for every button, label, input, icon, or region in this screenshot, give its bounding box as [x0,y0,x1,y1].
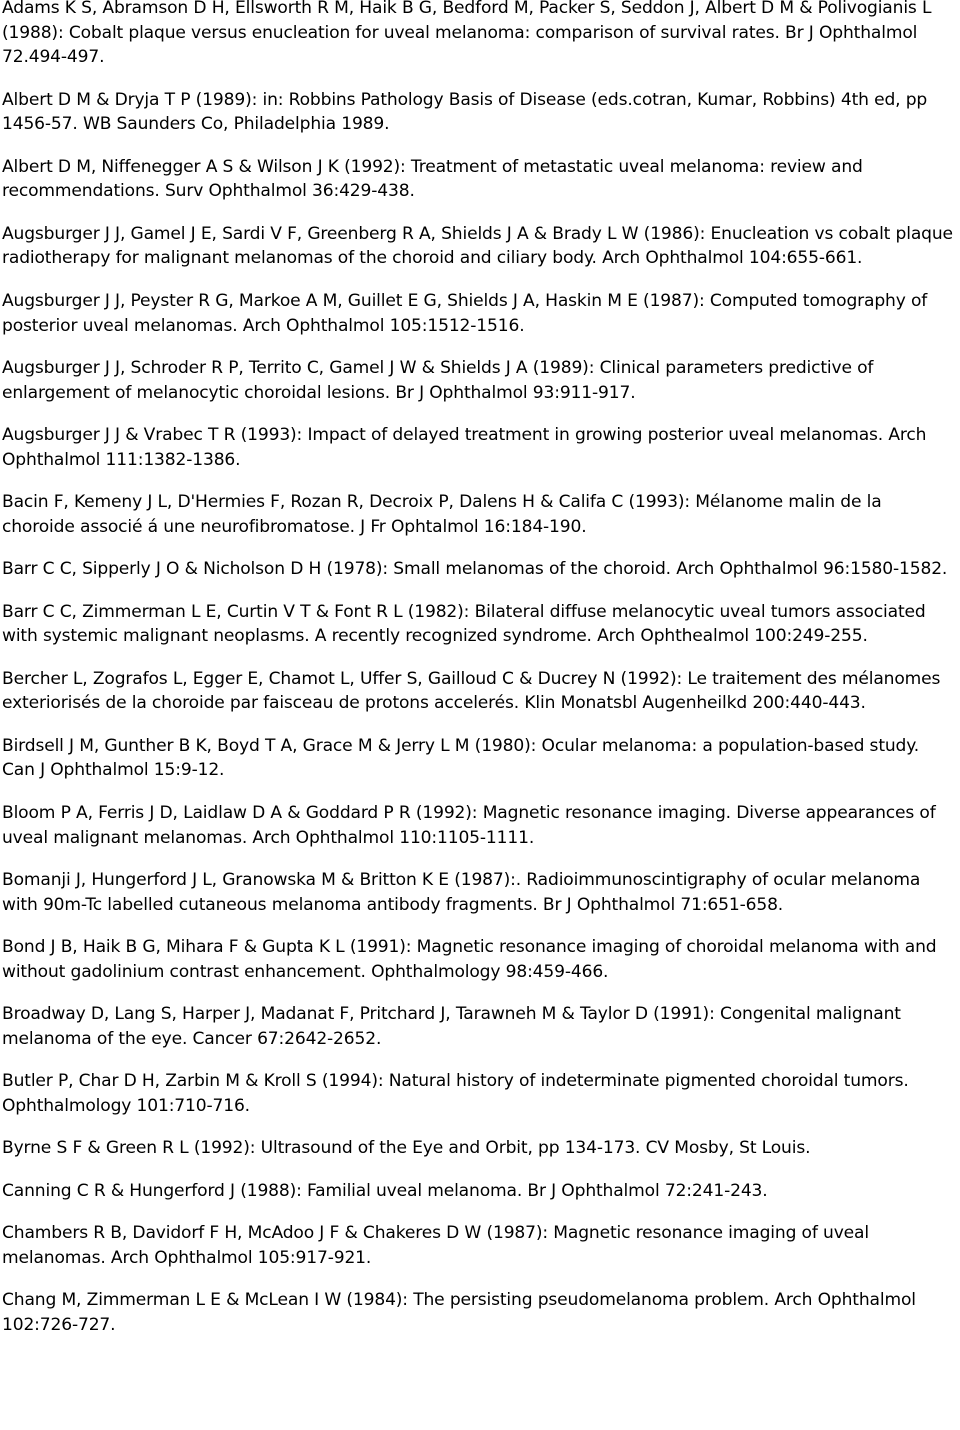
reference-entry-bercher-1992: Bercher L, Zografos L, Egger E, Chamot L, Uffer S, Gailloud C & Ducrey N (1992): Le traitement des mélanomes exteriorisés de la choroide par faisceau de protons accelerés. Klin Monatsbl Augenheilkd 200:440-443. [2,668,941,714]
reference-entry-barr-sipperly-1978: Barr C C, Sipperly J O & Nicholson D H (1978): Small melanomas of the choroid. Arch Ophthalmol 96:1580-1582. [2,559,948,580]
reference-entry-augsburger-gamel-1986: Augsburger J J, Gamel J E, Sardi V F, Greenberg R A, Shields J A & Brady L W (1986): Enucleation vs cobalt plaque radiotherapy for malignant melanomas of the choroid and ciliary body. Arch Ophthalmol 104:655-661. [2,223,953,269]
reference-entry-augsburger-peyster-1987: Augsburger J J, Peyster R G, Markoe A M, Guillet E G, Shields J A, Haskin M E (1987): Computed tomography of posterior uveal melanomas. Arch Ophthalmol 105:1512-1516. [2,290,928,336]
reference-entry-barr-zimmerman-1982: Barr C C, Zimmerman L E, Curtin V T & Font R L (1982): Bilateral diffuse melanocytic uveal tumors associated with systemic malignant neoplasms. A recently recognized syndrome. Arch Ophthealmol 100:249-255. [2,601,926,647]
reference-entry-adams-1988: Adams K S, Abramson D H, Ellsworth R M, Haik B G, Bedford M, Packer S, Seddon J, Albert D M & Polivogianis L (1988): Cobalt plaque versus enucleation for uveal melanoma: comparison of survival rates. Br J Ophthalmol 72.494-497. [2,0,932,68]
reference-entry-augsburger-vrabec-1993: Augsburger J J & Vrabec T R (1993): Impact of delayed treatment in growing posterior uveal melanomas. Arch Ophthalmol 111:1382-1386. [2,425,927,470]
reference-entry-bomanji-1987: Bomanji J, Hungerford J L, Granowska M & Britton K E (1987):. Radioimmunoscintigraphy of ocular melanoma with 90m-Tc labelled cutaneous melanoma antibody fragments. Br J Ophthalmol 71:651-658. [2,870,921,915]
reference-entry-bond-1991: Bond J B, Haik B G, Mihara F & Gupta K L (1991): Magnetic resonance imaging of choroidal melanoma with and without gadolinium contrast enhancement. Ophthalmology 98:459-466. [2,937,937,982]
reference-entry-broadway-1991: Broadway D, Lang S, Harper J, Madanat F, Pritchard J, Tarawneh M & Taylor D (1991): Congenital malignant melanoma of the eye. Cancer 67:2642-2652. [2,1004,901,1049]
reference-entry-byrne-1992: Byrne S F & Green R L (1992): Ultrasound of the Eye and Orbit, pp 134-173. CV Mosby, St Louis. [2,1138,811,1159]
reference-entry-butler-1994: Butler P, Char D H, Zarbin M & Kroll S (1994): Natural history of indeterminate pigmented choroidal tumors. Ophthalmology 101:710-716. [2,1071,909,1116]
reference-list [2,0,956,1338]
reference-entry-chang-1984: Chang M, Zimmerman L E & McLean I W (1984): The persisting pseudomelanoma problem. Arch Ophthalmol 102:726-727. [2,1290,916,1335]
reference-entry-augsburger-schroder-1989: Augsburger J J, Schroder R P, Territo C, Gamel J W & Shields J A (1989): Clinical parameters predictive of enlargement of melanocytic choroidal lesions. Br J Ophthalmol 93:911-917. [2,357,874,403]
reference-entry-bacin-1993: Bacin F, Kemeny J L, D'Hermies F, Rozan R, Decroix P, Dalens H & Califa C (1993): Mélanome malin de la choroide associé á une neurofibromatose. J Fr Ophtalmol 16:184-190. [2,492,882,537]
reference-entry-albert-niffenegger-1992: Albert D M, Niffenegger A S & Wilson J K (1992): Treatment of metastatic uveal melanoma: review and recommendations. Surv Ophthalmol 36:429-438. [2,156,863,202]
reference-entry-birdsell-1980: Birdsell J M, Gunther B K, Boyd T A, Grace M & Jerry L M (1980): Ocular melanoma: a population-based study. Can J Ophthalmol 15:9-12. [2,735,920,781]
reference-entry-chambers-1987: Chambers R B, Davidorf F H, McAdoo J F & Chakeres D W (1987): Magnetic resonance imaging of uveal melanomas. Arch Ophthalmol 105:917-921. [2,1223,869,1268]
reference-entry-canning-1988: Canning C R & Hungerford J (1988): Familial uveal melanoma. Br J Ophthalmol 72:241-243. [2,1180,768,1201]
reference-entry-albert-dryja-1989: Albert D M & Dryja T P (1989): in: Robbins Pathology Basis of Disease (eds.cotran, Kumar, Robbins) 4th ed, pp 1456-57. WB Saunders Co, Philadelphia 1989. [2,89,928,135]
reference-entry-bloom-1992: Bloom P A, Ferris J D, Laidlaw D A & Goddard P R (1992): Magnetic resonance imaging. Diverse appearances of uveal malignant melanomas. Arch Ophthalmol 110:1105-1111. [2,802,936,848]
